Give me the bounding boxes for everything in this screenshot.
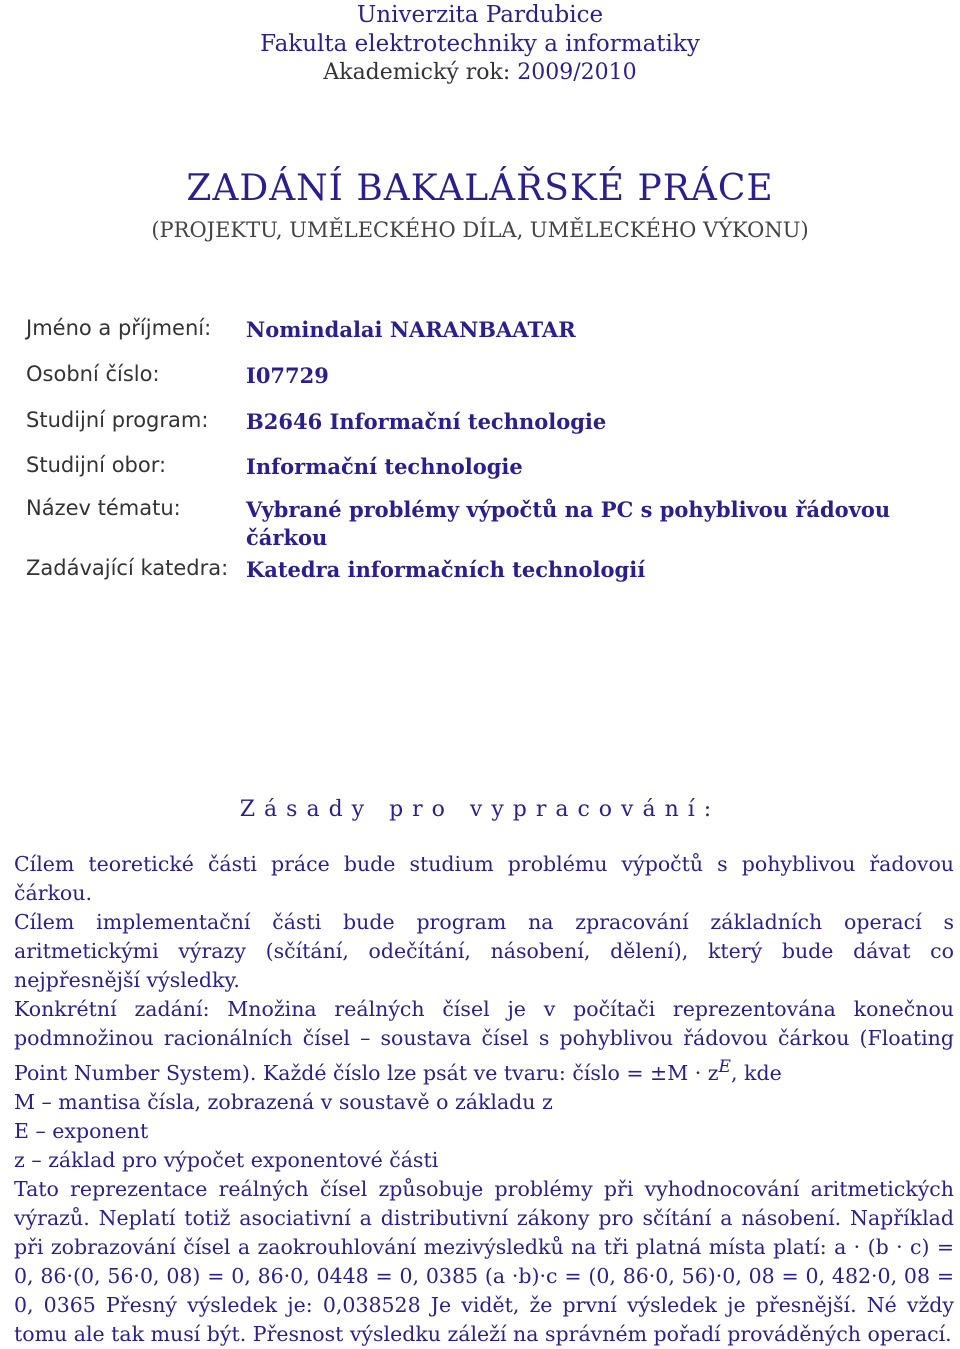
name-label: Jméno a příjmení: <box>26 316 212 340</box>
dept-value: Katedra informačních technologií <box>246 557 646 582</box>
paragraph-task <box>14 995 954 1088</box>
program-label: Studijní program: <box>26 408 209 432</box>
paragraph-goal-theory: Cílem teoretické části práce bude studium problému výpočtů s pohyblivou řadovou čárkou. <box>14 852 954 905</box>
program-value: B2646 Informační technologie <box>246 409 607 434</box>
task-text-end: , kde <box>731 1060 782 1085</box>
academic-year-value: 2009/2010 <box>517 60 637 85</box>
exponent-sup: E <box>718 1057 732 1077</box>
field-value: Informační technologie <box>246 454 523 479</box>
name-value: Nomindalai NARANBAATAR <box>246 317 576 342</box>
definition-exponent: E – exponent <box>14 1118 149 1143</box>
topic-label: Název tématu: <box>26 496 181 520</box>
id-value: I07729 <box>246 363 329 388</box>
dept-label: Zadávající katedra: <box>26 556 229 580</box>
definition-base: z – základ pro výpočet exponentové části <box>14 1147 439 1172</box>
university-name: Univerzita Pardubice <box>356 2 604 28</box>
paragraph-goal-implementation: Cílem implementační části bude program na zpracování základních operací s aritmetickými výrazy (sčítání, odečítání, násobení, dělení), který bude dávat co nejpřesnější výsledky. <box>14 910 954 992</box>
document-title: ZADÁNÍ BAKALÁŘSKÉ PRÁCE <box>186 168 774 209</box>
academic-year-label: Akademický rok: <box>323 60 511 85</box>
id-label: Osobní číslo: <box>26 362 160 386</box>
principles-body <box>14 850 954 1349</box>
academic-year <box>0 60 960 85</box>
topic-value: Vybrané problémy výpočtů na PC s pohyblivou řádovou čárkou <box>246 497 891 550</box>
principles-heading: Zásady pro vypracování: <box>239 797 721 822</box>
task-text: Konkrétní zadání: Množina reálných čísel je v počítači reprezentována konečnou podmnožinou racionálních čísel – soustava čísel s pohyblivou řádovou čárkou (Floating Point Number System). Každé číslo lze psát ve tvaru: číslo = ±M · z <box>14 997 954 1085</box>
faculty-name: Fakulta elektrotechniky a informatiky <box>260 31 700 57</box>
field-label: Studijní obor: <box>26 453 167 477</box>
document-subtitle: (PROJEKTU, UMĚLECKÉHO DÍLA, UMĚLECKÉHO VÝKONU) <box>151 218 809 242</box>
paragraph-example: Tato reprezentace reálných čísel způsobuje problémy při vyhodnocování aritmetických výrazů. Neplatí totiž asociativní a distributivní zákony pro sčítání a násobení. Například při zobrazování čísel a zaokrouhlování mezivýsledků na tři platná místa platí: a · (b · c) = 0, 86·(0, 56·0, 08) = 0, 86·0, 0448 = 0, 0385 (a ·b)·c = (0, 86·0, 56)·0, 08 = 0, 482·0, 08 = 0, 0365 Přesný výsledek je: 0,038528 Je vidět, že první výsledek je přesnější. Né vždy tomu ale tak musí být. Přesnost výsledku záleží na správném pořadí prováděných operací. <box>14 1176 954 1346</box>
definition-mantissa: M – mantisa čísla, zobrazená v soustavě o základu z <box>14 1089 553 1114</box>
